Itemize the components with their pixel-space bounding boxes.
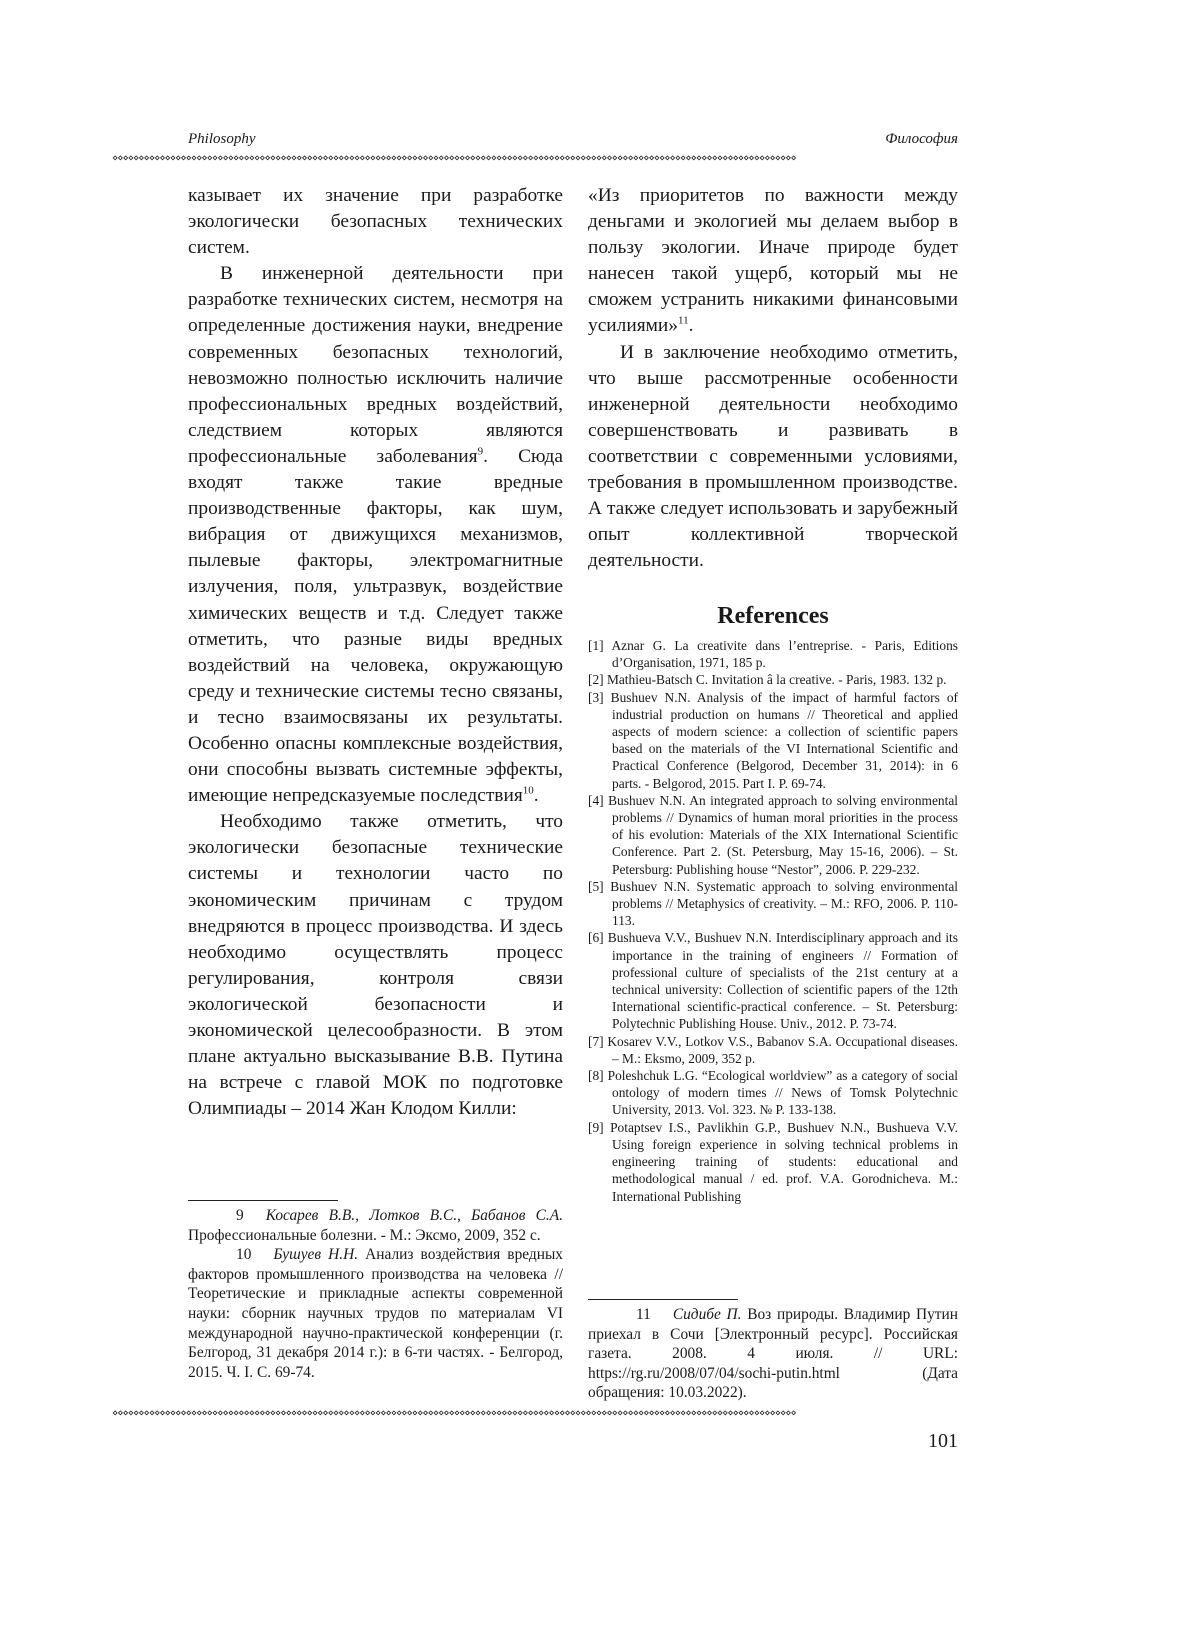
ornament-divider-top: ⋄⋄⋄⋄⋄⋄⋄⋄⋄⋄⋄⋄⋄⋄⋄⋄⋄⋄⋄⋄⋄⋄⋄⋄⋄⋄⋄⋄⋄⋄⋄⋄⋄⋄⋄⋄⋄⋄⋄⋄⋄⋄⋄⋄⋄⋄⋄⋄⋄⋄⋄⋄⋄⋄⋄⋄⋄⋄⋄⋄⋄⋄⋄⋄⋄⋄⋄⋄⋄⋄⋄⋄⋄⋄⋄⋄⋄⋄⋄⋄⋄⋄⋄⋄⋄⋄⋄⋄⋄⋄⋄⋄⋄⋄⋄⋄⋄⋄⋄⋄⋄⋄⋄⋄⋄⋄⋄⋄⋄⋄⋄⋄⋄⋄⋄⋄⋄⋄⋄⋄⋄⋄⋄⋄⋄⋄⋄⋄⋄⋄	[112, 153, 796, 164]
running-head	[188, 131, 958, 148]
footnotes-right	[588, 1305, 958, 1403]
reference-item: [5] Bushuev N.N. Systematic approach to solving environmental problems // Metaphysics of creativity. – M.: RFO, 2006. P. 110-113.	[588, 878, 958, 929]
references-title: References	[717, 603, 829, 629]
left-column	[188, 183, 563, 1122]
footnote-rule	[588, 1299, 738, 1300]
reference-item: [9] Potaptsev I.S., Pavlikhin G.P., Bushuev N.N., Bushueva V.V. Using foreign experience in solving technical problems in engineering training of students: educational and methodological manual / ed. prof. V.A. Gorodnicheva. M.: International Publishing	[588, 1119, 958, 1204]
reference-item: [7] Kosarev V.V., Lotkov V.S., Babanov S.A. Occupational diseases. – M.: Eksmo, 2009, 352 p.	[588, 1033, 958, 1066]
reference-item: [2] Mathieu-Batsch C. Invitation â la creative. - Paris, 1983. 132 p.	[588, 672, 947, 688]
page-number: 101	[928, 1430, 958, 1452]
running-head-left: Philosophy	[188, 131, 256, 147]
paragraph: В инженерной деятельности при разработке технических систем, несмотря на определенные достижения науки, внедрение современных безопасных технологий, невозможно полностью исключить наличие профессиональных вредных воздействий, следствием которых являются профессиональные заболевания$^9$. Сюда входят также такие вредные производственные факторы, как шум, вибрация от движущихся механизмов, пылевые факторы, электромагнитные излучения, поля, ультразвук, воздействие химических веществ и т.д. Следует также отметить, что разные виды вредных воздействий на человека, окружающую среду и технические системы тесно связаны, и тесно взаимосвязаны их результаты. Особенно опасны комплексные воздействия, они способны вызвать системные эффекты, имеющие непредсказуемые последствия$^{10}$.	[188, 263, 563, 807]
reference-item: [6] Bushueva V.V., Bushuev N.N. Interdisciplinary approach and its importance in the training of engineers // Formation of professional culture of specialists of the 21st century at a technical university: Collection of scientific papers of the 12th International scientific-practical conference. – St. Petersburg: Polytechnic Publishing House. Univ., 2012. P. 73-74.	[588, 930, 958, 1032]
footnote: 9 Косарев В.В., Лотков В.С., Бабанов С.А. Профессиональные болезни. - М.: Эксмо, 2009, 352 с.	[188, 1207, 563, 1244]
footnote-ref[interactable]: 9	[477, 445, 484, 458]
footnote-ref[interactable]: 11	[678, 315, 689, 327]
footnotes-left	[188, 1206, 563, 1382]
paragraph: И в заключение необходимо отметить, что выше рассмотренные особенности инженерной деятельности необходимо совершенствовать и развивать в соответствии с современными условиями, требования в промышленном производстве. А также следует использовать и зарубежный опыт коллективной творческой деятельности.	[588, 341, 958, 572]
reference-item: [3] Bushuev N.N. Analysis of the impact of harmful factors of industrial production on humans // Theoretical and applied aspects of modern science: a collection of scientific papers based on the materials of the VI International Scientific and Practical Conference (Belgorod, December 31, 2014): in 6 parts. - Belgorod, 2015. Part I. P. 69-74.	[588, 689, 958, 791]
running-head-right: Философия	[885, 131, 958, 147]
ornament-divider-bottom: ⋄⋄⋄⋄⋄⋄⋄⋄⋄⋄⋄⋄⋄⋄⋄⋄⋄⋄⋄⋄⋄⋄⋄⋄⋄⋄⋄⋄⋄⋄⋄⋄⋄⋄⋄⋄⋄⋄⋄⋄⋄⋄⋄⋄⋄⋄⋄⋄⋄⋄⋄⋄⋄⋄⋄⋄⋄⋄⋄⋄⋄⋄⋄⋄⋄⋄⋄⋄⋄⋄⋄⋄⋄⋄⋄⋄⋄⋄⋄⋄⋄⋄⋄⋄⋄⋄⋄⋄⋄⋄⋄⋄⋄⋄⋄⋄⋄⋄⋄⋄⋄⋄⋄⋄⋄⋄⋄⋄⋄⋄⋄⋄⋄⋄⋄⋄⋄⋄⋄⋄⋄⋄⋄⋄⋄⋄⋄⋄⋄⋄	[112, 1408, 796, 1419]
paragraph: казывает их значение при разработке экологически безопасных технических систем.	[188, 185, 563, 259]
footnote: 10 Бушуев Н.Н. Анализ воздействия вредных факторов промышленного производства на человека // Теоретические и прикладные аспекты современной науки: сборник научных трудов по материалам VI международной научно-практической конференции (г. Белгород, 31 декабря 2014 г.): в 6-ти частях. - Белгород, 2015. Ч. I. С. 69-74.	[188, 1246, 563, 1381]
paragraph: Необходимо также отметить, что экологически безопасные технические системы и технологии часто по экономическим причинам с трудом внедряются в процесс производства. И здесь необходимо осуществлять процесс регулирования, контроля связи экологической безопасности и экономической целесообразности. В этом плане актуально высказывание В.В. Путина на встрече с главой МОК по подготовке Олимпиады – 2014 Жан Клодом Килли:	[188, 811, 563, 1120]
reference-item: [1] Aznar G. La creativite dans l’entreprise. - Paris, Editions d’Organisation, 1971, 185 p.	[588, 638, 958, 671]
footnote: 11 Сидибе П. Воз природы. Владимир Путин приехал в Сочи [Электронный ресурс]. Российская газета. 2008. 4 июля. // URL: https://rg.ru/2008/07/04/sochi-putin.html (Дата обращения: 10.03.2022).	[588, 1306, 959, 1402]
footnote-ref[interactable]: 10	[522, 784, 534, 797]
right-column	[588, 183, 958, 574]
reference-item: [8] Poleshchuk L.G. “Ecological worldview” as a category of social ontology of modern times // News of Tomsk Polytechnic University, 2013. Vol. 323. № P. 133-138.	[588, 1068, 958, 1118]
paragraph: «Из приоритетов по важности между деньгами и экологией мы делаем выбор в пользу экологии. Иначе природе будет нанесен такой ущерб, который мы не сможем устранить никакими финансовыми усилиями»$^{11}$.	[588, 185, 958, 337]
footnote-rule	[188, 1200, 338, 1201]
reference-item: [4] Bushuev N.N. An integrated approach to solving environmental problems // Dynamics of human moral priorities in the process of his evolution: Materials of the XIX International Scientific Conference. Part 2. (St. Petersburg, May 15-16, 2006). – St. Petersburg: Publishing house “Nestor”, 2006. P. 229-232.	[588, 792, 958, 877]
references-list	[588, 637, 958, 1205]
